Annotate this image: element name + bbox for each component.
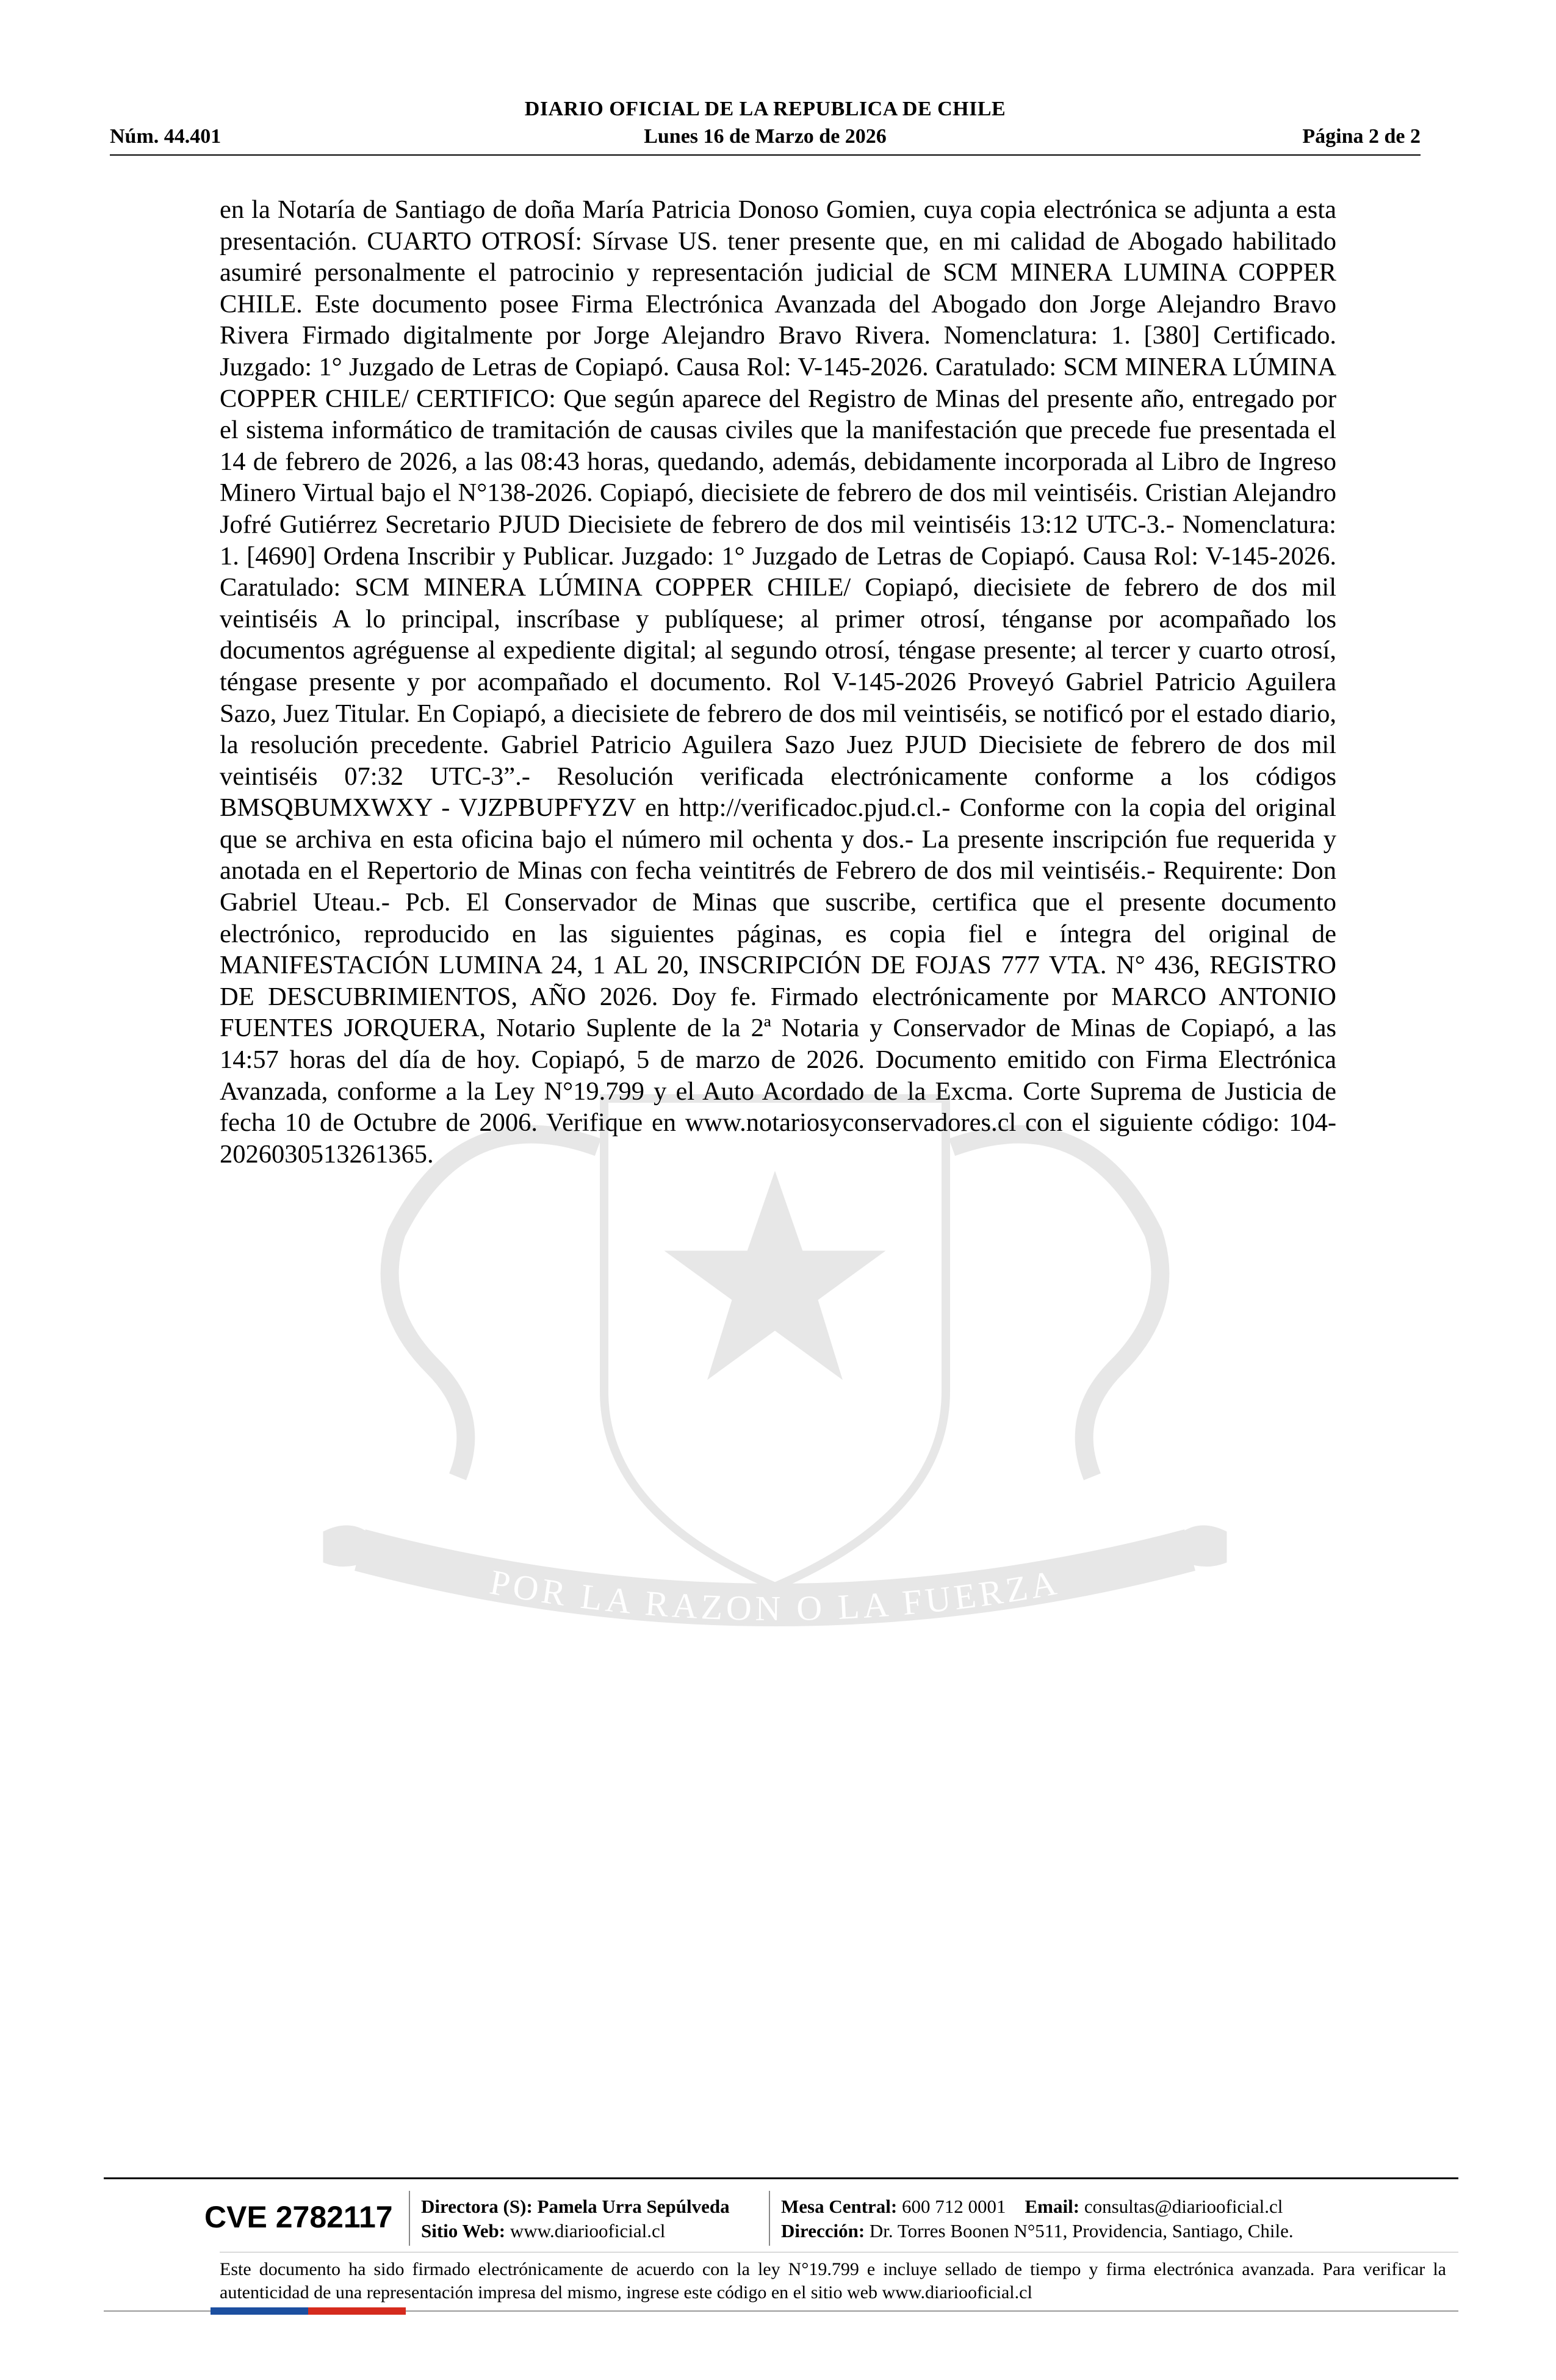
directora-value: Pamela Urra Sepúlveda [537,2196,730,2217]
footer-top-divider [104,2177,1458,2179]
sitio-web-link[interactable]: www.diariooficial.cl [510,2220,666,2241]
motto-text: POR LA RAZON O LA FUERZA [487,1562,1063,1629]
cve-code: CVE 2782117 [204,2200,393,2234]
issue-date: Lunes 16 de Marzo de 2026 [644,125,887,148]
footer-separator [409,2191,410,2246]
footer-contact-left [421,2194,730,2243]
gazette-title: DIARIO OFICIAL DE LA REPUBLICA DE CHILE [524,98,1006,120]
mesa-label: Mesa Central: [781,2196,898,2217]
page-number: Página 2 de 2 [1302,125,1421,148]
huemul-shape [390,1134,598,1477]
star-icon [665,1172,885,1379]
email-link[interactable]: consultas@diariooficial.cl [1084,2196,1283,2217]
direccion-label: Dirección: [781,2220,865,2241]
flag-blue-segment [211,2307,308,2315]
document-body: en la Notaría de Santiago de doña María Patricia Donoso Gomien, cuya copia electrónica se adjunta a esta presentación. CUARTO OTROSÍ: Sírvase US. tener presente que, en mi calidad de Abogado habilitado asumiré personalmente el patrocinio y representación judicial de SCM MINERA LUMINA COPPER CHILE. Este documento posee Firma Electrónica Avanzada del Abogado don Jorge Alejandro Bravo Rivera Firmado digitalmente por Jorge Alejandro Bravo Rivera. Nomenclatura: 1. [380] Certificado. Juzgado: 1° Juzgado de Letras de Copiapó. Causa Rol: V-145-2026. Caratulado: SCM MINERA LÚMINA COPPER CHILE/ CERTIFICO: Que según aparece del Registro de Minas del presente año, entregado por el sistema informático de tramitación de causas civiles que la manifestación que precede fue presentada el 14 de febrero de 2026, a las 08:43 horas, quedando, además, debidamente incorporada al Libro de Ingreso Minero Virtual bajo el N°138-2026. Copiapó, diecisiete de febrero de dos mil veintiséis. Cristian Alejandro Jofré Gutiérrez Secretario PJUD Diecisiete de febrero de dos mil veintiséis 13:12 UTC-3.- Nomenclatura: 1. [4690] Ordena Inscribir y Publicar. Juzgado: 1° Juzgado de Letras de Copiapó. Causa Rol: V-145-2026. Caratulado: SCM MINERA LÚMINA COPPER CHILE/ Copiapó, diecisiete de febrero de dos mil veintiséis A lo principal, inscríbase y publíquese; al primer otrosí, ténganse por acompañado los documentos agréguense al expediente digital; al segundo otrosí, téngase presente; al tercer y cuarto otrosí, téngase presente y por acompañado el documento. Rol V-145-2026 Proveyó Gabriel Patricio Aguilera Sazo, Juez Titular. En Copiapó, a diecisiete de febrero de dos mil veintiséis, se notificó por el estado diario, la resolución precedente. Gabriel Patricio Aguilera Sazo Juez PJUD Diecisiete de febrero de dos mil veintiséis 07:32 UTC-3”.- Resolución verificada electrónicamente conforme a los códigos BMSQBUMXWXY - VJZPBUPFYZV en http://verificadoc.pjud.cl.- Conforme con la copia del original que se archiva en esta oficina bajo el número mil ochenta y dos.- La presente inscripción fue requerida y anotada en el Repertorio de Minas con fecha veintitrés de Febrero de dos mil veintiséis.- Requirente: Don Gabriel Uteau.- Pcb. El Conservador de Minas que suscribe, certifica que el presente documento electrónico, reproducido en las siguientes páginas, es copia fiel e íntegra del original de MANIFESTACIÓN LUMINA 24, 1 AL 20, INSCRIPCIÓN DE FOJAS 777 VTA. N° 436, REGISTRO DE DESCUBRIMIENTOS, AÑO 2026. Doy fe. Firmado electrónicamente por MARCO ANTONIO FUENTES JORQUERA, Notario Suplente de la 2ª Notaria y Conservador de Minas de Copiapó, a las 14:57 horas del día de hoy. Copiapó, 5 de marzo de 2026. Documento emitido con Firma Electrónica Avanzada, conforme a la Ley N°19.799 y el Auto Acordado de la Excma. Corte Suprema de Justicia de fecha 10 de Octubre de 2006. Verifique en www.notariosyconservadores.cl con el siguiente código: 104-2026030513261365. [220,195,1336,1169]
directora-label: Directora (S): [421,2196,533,2217]
condor-shape [952,1134,1160,1477]
header-divider [110,154,1421,156]
footer-separator [769,2191,770,2246]
sitio-label: Sitio Web: [421,2220,506,2241]
mesa-value: 600 712 0001 [902,2196,1006,2217]
issue-number: Núm. 44.401 [110,125,222,148]
page-header [110,92,1421,153]
page-footer [104,2177,1458,2324]
signature-disclaimer: Este documento ha sido firmado electrónicamente de acuerdo con la ley N°19.799 e incluye sellado de tiempo y firma electrónica avanzada. Para verificar la autenticidad de una representación impresa del mismo, ingrese este código en el sitio web www.diariooficial.cl [220,2259,1446,2302]
email-label: Email: [1025,2196,1080,2217]
footer-contact-right [781,2194,1294,2243]
flag-red-segment [308,2307,406,2315]
flag-stripe [211,2307,406,2315]
direccion-value: Dr. Torres Boonen N°511, Providencia, Santiago, Chile. [869,2220,1294,2241]
